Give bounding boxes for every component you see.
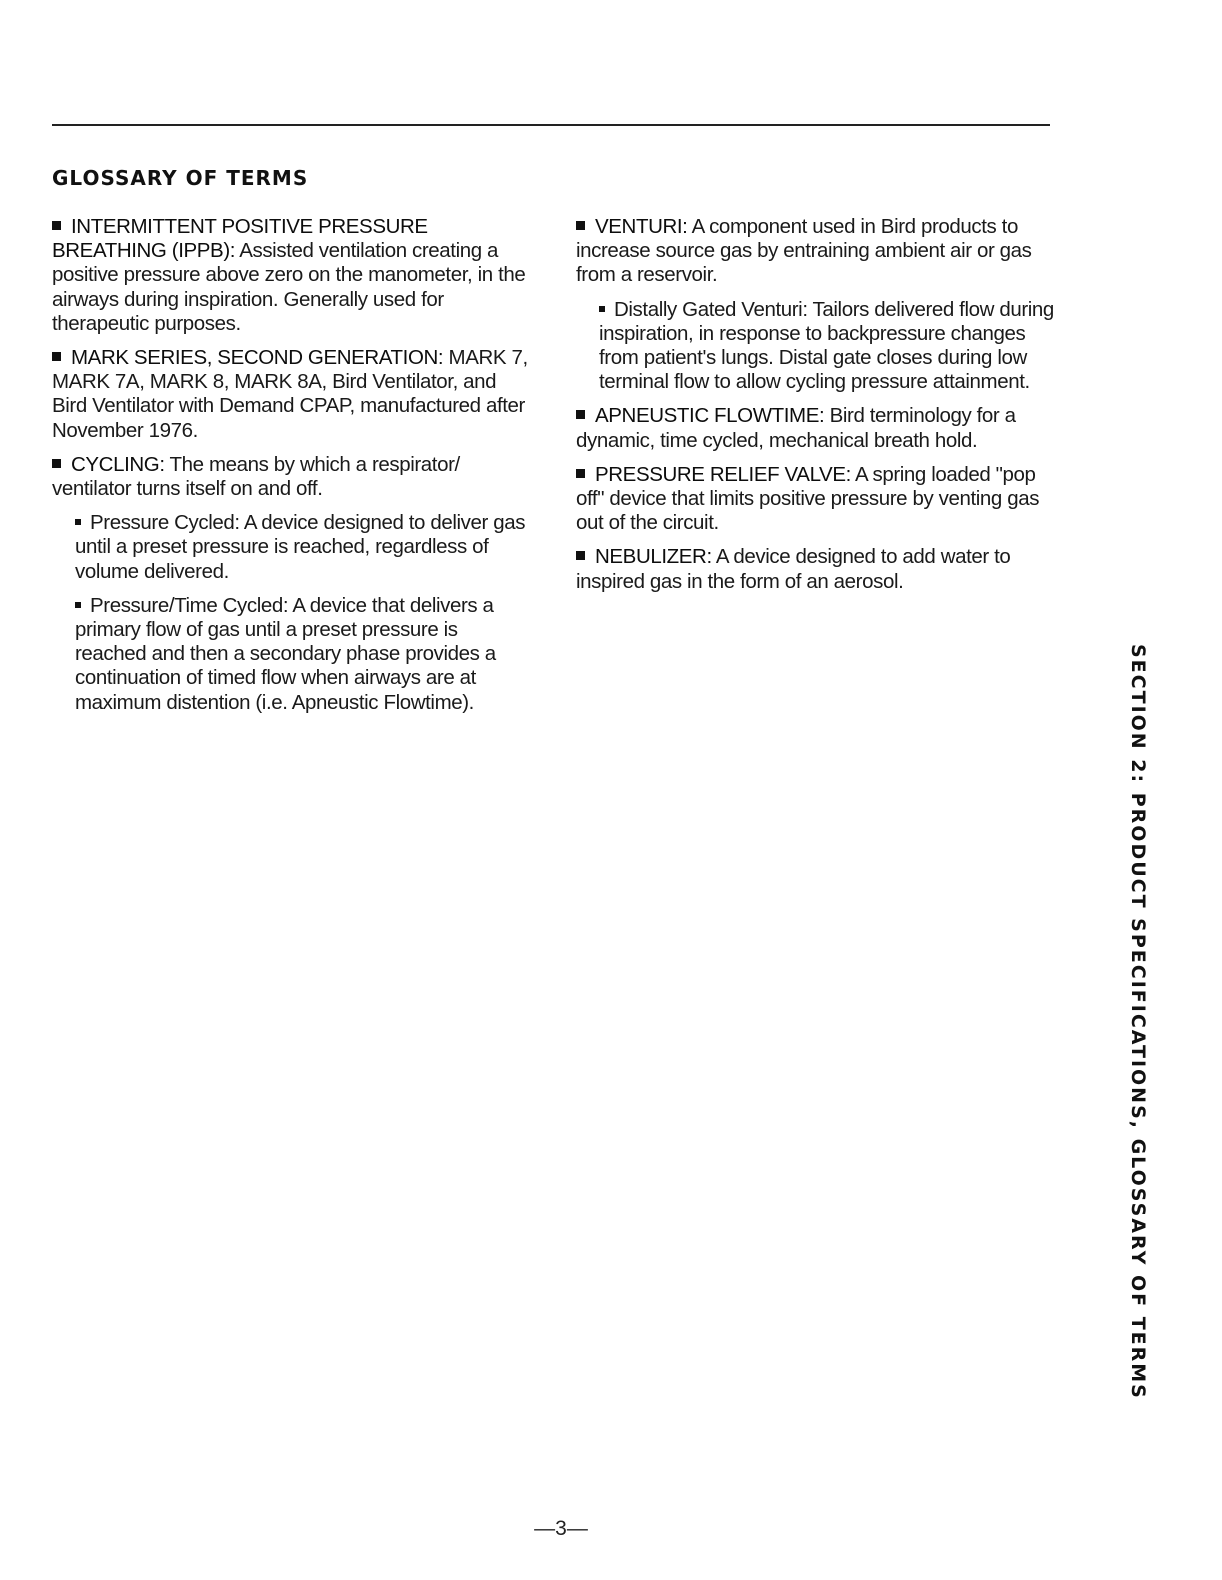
square-bullet-icon: [52, 352, 61, 361]
glossary-entry-ippb: [52, 215, 532, 336]
left-column: [52, 215, 532, 725]
glossary-definition: A spring loaded "pop off" device that limits positive pressure by venting gas out of the circuit.: [576, 462, 1040, 535]
square-bullet-icon: [576, 469, 585, 478]
glossary-entry-mark-series: [52, 346, 532, 443]
square-bullet-icon: [52, 459, 61, 468]
glossary-definition: Bird terminology for a dynamic, time cycled, mechanical breath hold.: [576, 404, 1016, 452]
glossary-definition: Assisted ventilation creating a positive pressure above zero on the manometer, in the airways during inspiration. Generally used for therapeutic purposes.: [52, 239, 526, 335]
glossary-term: MARK SERIES, SECOND GENERATION:: [71, 346, 444, 370]
square-bullet-icon: [576, 410, 585, 419]
page-number: —3—: [534, 1517, 588, 1540]
glossary-definition: A device designed to add water to inspired gas in the form of an aerosol.: [576, 545, 1011, 593]
glossary-definition: MARK 7, MARK 7A, MARK 8, MARK 8A, Bird Ventilator, and Bird Ventilator with Demand CPAP, manufactured after November 1976.: [52, 346, 528, 442]
section-side-label: SECTION 2: PRODUCT SPECIFICATIONS, GLOSSARY OF TERMS: [1127, 644, 1149, 1400]
page-title: GLOSSARY OF TERMS: [52, 166, 309, 190]
glossary-entry-venturi: [576, 215, 1056, 288]
glossary-subentry-text: Pressure/Time Cycled: A device that delivers a primary flow of gas until a preset pressure is reached and then a secondary phase provides a continuation of timed flow when airways are at maximum distention (i.e. Apneustic Flowtime).: [75, 593, 496, 714]
square-bullet-icon: [576, 551, 585, 560]
glossary-definition: A component used in Bird products to increase source gas by entraining ambient air or gas from a reservoir.: [576, 215, 1032, 287]
small-square-bullet-icon: [599, 306, 605, 312]
glossary-term: PRESSURE RELIEF VALVE:: [595, 462, 851, 486]
glossary-entry-apneustic-flowtime: [576, 404, 1056, 452]
glossary-term: VENTURI:: [595, 215, 688, 238]
top-divider-rule: [52, 124, 1050, 126]
glossary-entry-pressure-relief-valve: [576, 463, 1056, 536]
glossary-subentry-text: Pressure Cycled: A device designed to deliver gas until a preset pressure is reached, regardless of volume delivered.: [75, 511, 526, 583]
glossary-entry-cycling: [52, 453, 532, 501]
small-square-bullet-icon: [75, 519, 81, 525]
glossary-subentry-pressure-cycled: [75, 511, 532, 584]
right-column: [576, 215, 1056, 604]
glossary-entry-nebulizer: [576, 545, 1056, 593]
square-bullet-icon: [576, 221, 585, 230]
glossary-term: APNEUSTIC FLOWTIME:: [595, 404, 825, 428]
glossary-term: CYCLING:: [71, 452, 165, 476]
glossary-subentry-pressure-time-cycled: [75, 594, 532, 715]
square-bullet-icon: [52, 221, 61, 230]
glossary-term: INTERMITTENT POSITIVE PRESSURE BREATHING (IPPB):: [52, 215, 428, 263]
glossary-term: NEBULIZER:: [595, 545, 712, 569]
glossary-definition: The means by which a respirator/ ventilator turns itself on and off.: [52, 452, 460, 501]
small-square-bullet-icon: [75, 602, 81, 608]
glossary-subentry-text: Distally Gated Venturi: Tailors delivered flow during inspiration, in response to backpressure changes from patient's lungs. Distal gate closes during low terminal flow to allow cycling pressure attainment.: [599, 297, 1054, 394]
glossary-subentry-distally-gated-venturi: [599, 298, 1056, 395]
